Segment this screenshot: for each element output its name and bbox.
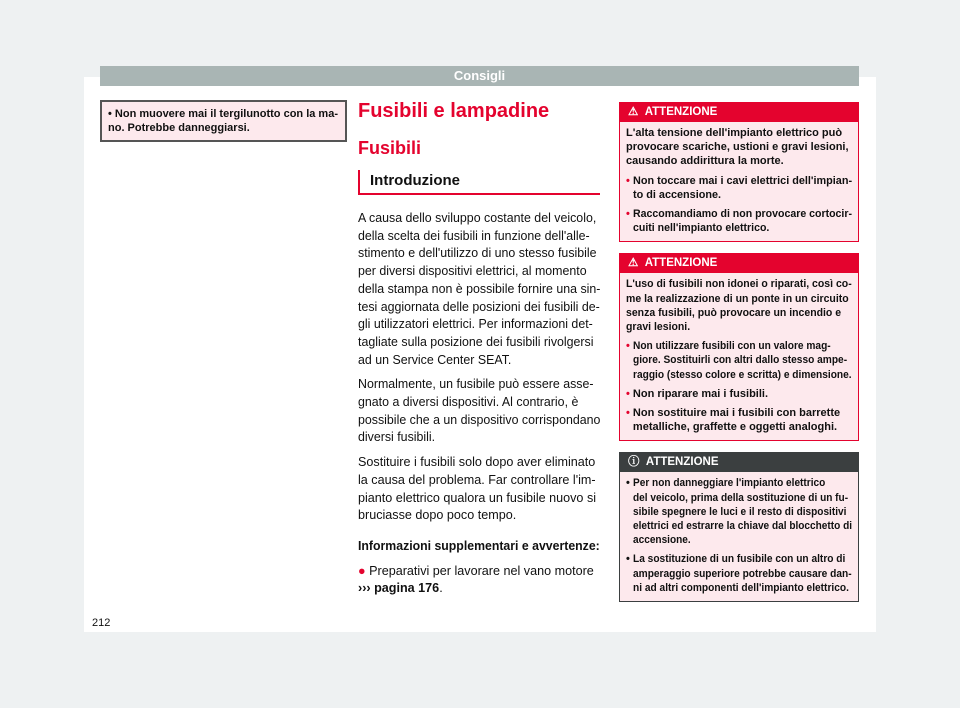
main-column [358, 96, 600, 605]
paragraph [358, 454, 600, 525]
chapter-header: Consigli [100, 66, 859, 86]
paragraph-text: Normalmente, un fusibile può essere asse- gnato a diversi dispositivi. Al contrario, è possibile che a un dispositivo corrispondano diversi fusibili. [358, 377, 600, 445]
warning-title: ATTENZIONE [644, 257, 718, 270]
paragraph-text: A causa dello sviluppo costante del veicolo, della scelta dei fusibili in funzione dell'alle- stimento e dell'utilizzo di uno stesso fusibile per diversi dispositivi elettrici, al momento della stampa non è possibile fornire una sin- tesi aggiornata delle posizioni dei fusibili de- gli utilizzatori elettrici. Per informazioni det- tagliate sulla posizione dei fusibili rivolgersi ad un Service Center SEAT. [358, 211, 600, 367]
notice-item: • La sostituzione di un fusibile con un altro di amperaggio superiore potrebbe causare dan- ni ad altri componenti dell'impianto elettrico. [626, 553, 852, 594]
warning-item: • Non riparare mai i fusibili. [626, 387, 769, 400]
warning-item: • Non sostituire mai i fusibili con barrette metalliche, graffette e oggetti analoghi. [626, 407, 841, 434]
notice-box [619, 452, 859, 602]
section-heading: Introduzione [358, 170, 600, 195]
body-text [358, 210, 600, 598]
warning-item-text: Non toccare mai i cavi elettrici dell'impian- to di accensione. [632, 174, 852, 201]
page-title: Fusibili e lampadine [358, 100, 550, 122]
warning-item: • Raccomandiamo di non provocare cortocir- cuiti nell'impianto elettrico. [626, 208, 852, 235]
warnings-column [619, 102, 859, 602]
warning-item-text: Non riparare mai i fusibili. [632, 387, 769, 400]
paragraph [358, 376, 600, 447]
page-link[interactable]: ››› pagina 176 [358, 581, 440, 596]
paragraph-text: Sostituire i fusibili solo dopo aver eliminato la causa del problema. Far controllare l'im- pianto elettrico qualora un fusibile nuovo si bruciasse dopo poco tempo. [358, 455, 597, 523]
warning-intro-text: L'alta tensione dell'impianto elettrico può provocare scariche, ustioni e gravi lesioni, causando addirittura la morte. [626, 127, 849, 168]
warning-item-text: Raccomandiamo di non provocare cortocir- cuiti nell'impianto elettrico. [632, 208, 852, 235]
warning-triangle-icon: ⚠ [628, 106, 645, 118]
warning-intro [626, 126, 852, 169]
warning-box-1 [619, 102, 859, 242]
bullet-icon: ● [358, 563, 370, 578]
warning-triangle-icon: ⚠ [628, 257, 645, 270]
warning-item: • Non toccare mai i cavi elettrici dell'impian- to di accensione. [626, 174, 852, 201]
warning-item-text: Non utilizzare fusibili con un valore mag- giore. Sostituirli con altri dallo stesso ampe- raggio (stesso colore e scritta) e dimensione. [632, 340, 852, 381]
warning-intro [626, 277, 852, 334]
warning-item-text: Non sostituire mai i fusibili con barrette metalliche, graffette e oggetti analoghi. [632, 407, 841, 434]
warning-box-2 [619, 253, 859, 441]
info-heading [358, 538, 600, 556]
warning-header [620, 103, 858, 122]
info-circle-icon: ⓘ [628, 456, 646, 469]
info-item-line [358, 563, 594, 581]
warning-item: • Non utilizzare fusibili con un valore mag- giore. Sostituirli con altri dallo stesso ampe- raggio (stesso colore e scritta) e dimensione. [626, 340, 852, 381]
page-number: 212 [92, 617, 111, 629]
paragraph [358, 210, 600, 369]
subtitle: Fusibili [358, 138, 421, 158]
note-text: • Non muovere mai il tergilunotto con la ma- no. Potrebbe danneggiarsi. [108, 108, 338, 134]
notice-title: ATTENZIONE [645, 456, 719, 469]
warning-header [620, 254, 858, 273]
notice-item-text: Per non danneggiare l'impianto elettrico del veicolo, prima della sostituzione di un fu- sibile spegnere le luci e il resto di dispositivi elettrici ed estrarre la chiave dal blocchetto di accensione. [632, 477, 852, 547]
punctuation: . [439, 581, 443, 596]
note-box [100, 100, 347, 142]
info-item-text: Preparativi per lavorare nel vano motore [369, 563, 594, 578]
info-item [358, 563, 600, 598]
info-heading-text: Informazioni supplementari e avvertenze: [358, 538, 600, 553]
notice-header [620, 453, 858, 472]
notice-item-text: La sostituzione di un fusibile con un altro di amperaggio superiore potrebbe causare dan- ni ad altri componenti dell'impianto elettrico. [632, 553, 852, 594]
warning-title: ATTENZIONE [644, 106, 718, 118]
notice-item: • Per non danneggiare l'impianto elettrico del veicolo, prima della sostituzione di un fu- sibile spegnere le luci e il resto di dispositivi elettrici ed estrarre la chiave dal blocchetto di accensione. [626, 477, 852, 547]
warning-intro-text: L'uso di fusibili non idonei o riparati, così co- me la realizzazione di un ponte in un circuito senza fusibili, può provocare un incendio e gravi lesioni. [626, 278, 852, 334]
